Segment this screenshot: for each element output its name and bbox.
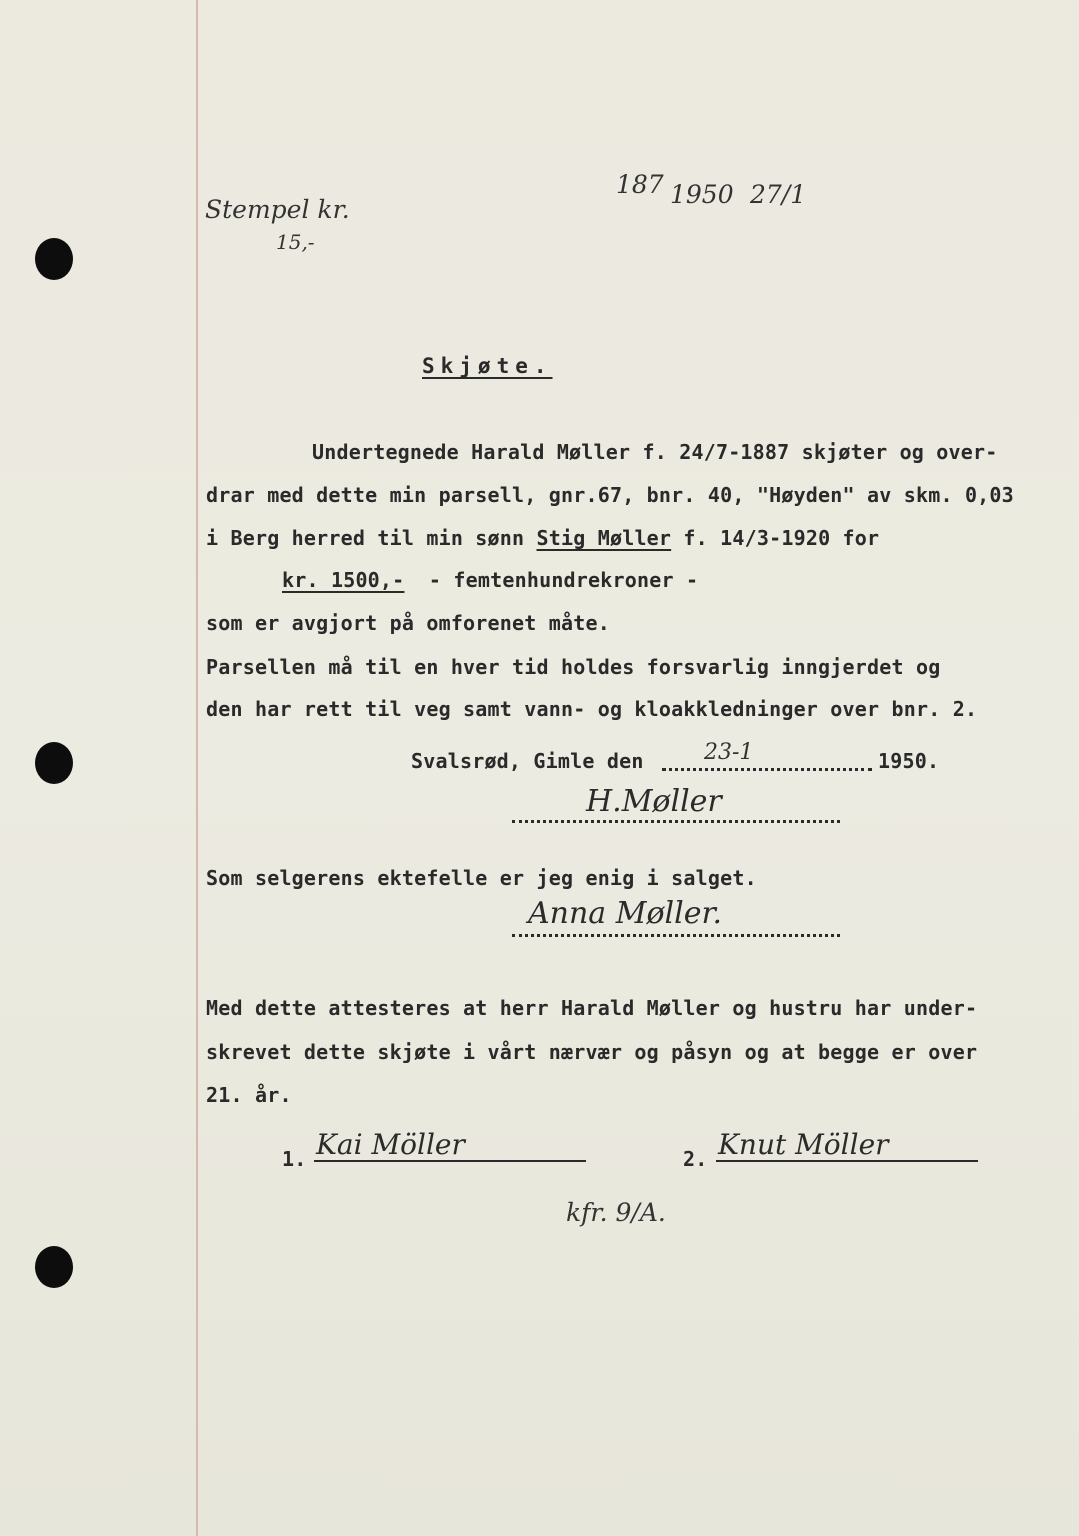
body-amount-line: [282, 568, 698, 592]
amount: kr. 1500,-: [282, 568, 405, 592]
reference-note: kfr. 9/A.: [566, 1198, 666, 1227]
registration-year: 1950: [670, 180, 734, 209]
registration-date: 27/1: [750, 180, 807, 209]
witness-2-line: [716, 1160, 978, 1162]
attestation-line-1: Med dette attesteres at herr Harald Møller og hustru har under-: [206, 996, 978, 1020]
punch-hole: [35, 742, 73, 784]
spouse-signature: Anna Møller.: [528, 896, 723, 931]
stamp-fee-label: Stempel kr.: [205, 195, 350, 224]
attestation-line-2: skrevet dette skjøte i vårt nærvær og påsyn og at begge er over: [206, 1040, 978, 1064]
body-line-2: drar med dette min parsell, gnr.67, bnr. 40, "Høyden" av skm. 0,03: [206, 483, 1014, 507]
margin-line: [196, 0, 198, 1536]
date-dotted-line: [662, 768, 872, 773]
buyer-name: Stig Møller: [536, 526, 672, 550]
registration-number: 187: [616, 170, 664, 199]
amount-words: - femtenhundrekroner -: [428, 568, 699, 592]
body-line-6: Parsellen må til en hver tid holdes forsvarlig inngjerdet og: [206, 655, 941, 679]
witness-2-signature: Knut Möller: [718, 1128, 889, 1161]
place-date-prefix: Svalsrød, Gimle den: [411, 749, 644, 773]
place-date-year: 1950.: [878, 749, 940, 773]
stamp-fee-amount: 15,-: [276, 230, 315, 254]
seller-signature-line: [512, 820, 840, 825]
body-line-7: den har rett til veg samt vann- og kloakkledninger over bnr. 2.: [206, 697, 978, 721]
attestation-line-3: 21. år.: [206, 1083, 292, 1107]
body-line-5: som er avgjort på omforenet måte.: [206, 611, 610, 635]
witness-1-signature: Kai Möller: [316, 1128, 465, 1161]
witness-1-line: [314, 1160, 586, 1162]
body-line-1: Undertegnede Harald Møller f. 24/7-1887 skjøter og over-: [312, 440, 998, 464]
punch-hole: [35, 238, 73, 280]
spouse-signature-line: [512, 934, 840, 939]
body-line-3: i Berg herred til min sønn Stig Møller f. 14/3-1920 for: [206, 526, 880, 550]
handwritten-date: 23-1: [704, 740, 754, 765]
witness-2-number: 2.: [683, 1147, 708, 1171]
document-title: Skjøte.: [422, 354, 553, 378]
seller-signature: H.Møller: [586, 784, 722, 819]
punch-hole: [35, 1246, 73, 1288]
spouse-statement: Som selgerens ektefelle er jeg enig i salget.: [206, 866, 757, 890]
witness-1-number: 1.: [282, 1147, 307, 1171]
